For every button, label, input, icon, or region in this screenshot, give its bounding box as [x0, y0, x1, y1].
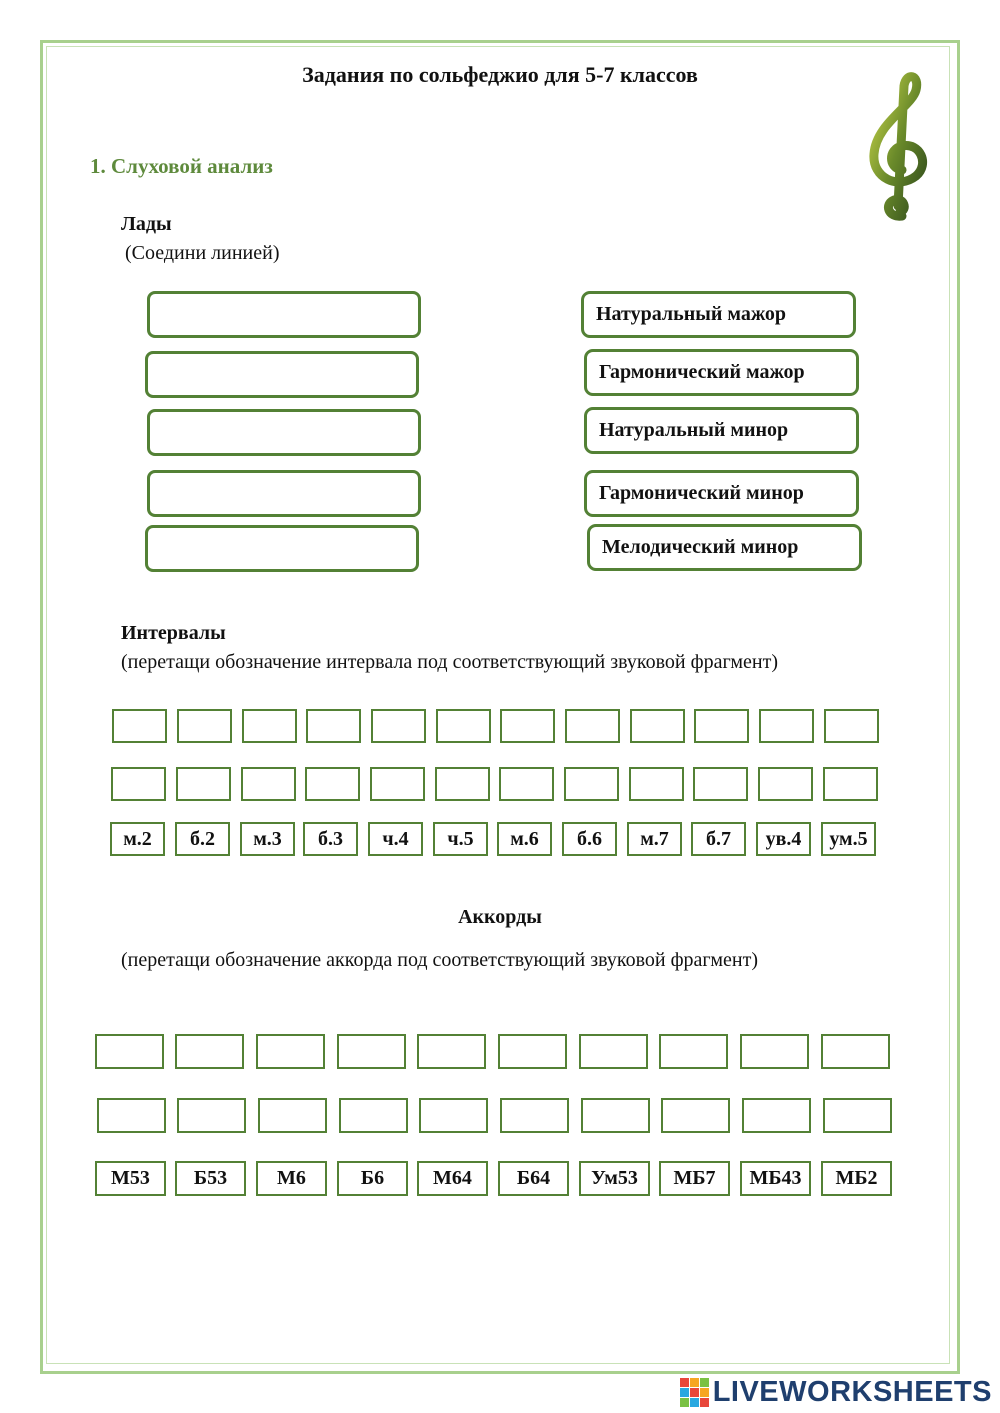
mode-option[interactable]: Натуральный мажор	[581, 291, 856, 338]
chord-label[interactable]: Б64	[498, 1161, 569, 1196]
interval-slot-row1[interactable]	[630, 709, 685, 743]
intervals-heading: Интервалы	[121, 622, 226, 644]
interval-slot-row1[interactable]	[306, 709, 361, 743]
chord-slot-row1[interactable]	[417, 1034, 486, 1069]
chord-label[interactable]: МБ43	[740, 1161, 811, 1196]
brand-grid-icon	[680, 1378, 709, 1407]
interval-slot-row2[interactable]	[758, 767, 813, 801]
brand-name: LIVEWORKSHEETS	[712, 1376, 992, 1408]
chord-label[interactable]: М64	[417, 1161, 488, 1196]
interval-slot-row2[interactable]	[241, 767, 296, 801]
interval-slot-row2[interactable]	[435, 767, 490, 801]
chord-label[interactable]: Б6	[337, 1161, 408, 1196]
chord-slot-row2[interactable]	[823, 1098, 892, 1133]
modes-heading: Лады	[121, 213, 172, 235]
chord-slot-row2[interactable]	[581, 1098, 650, 1133]
mode-answer-slot[interactable]	[147, 470, 421, 517]
chord-label[interactable]: Б53	[175, 1161, 246, 1196]
chord-slot-row1[interactable]	[821, 1034, 890, 1069]
interval-slot-row2[interactable]	[176, 767, 231, 801]
interval-slot-row1[interactable]	[759, 709, 814, 743]
interval-slot-row1[interactable]	[565, 709, 620, 743]
chord-slot-row2[interactable]	[661, 1098, 730, 1133]
liveworksheets-logo	[680, 1376, 992, 1409]
chord-slot-row2[interactable]	[419, 1098, 488, 1133]
chord-label[interactable]: М6	[256, 1161, 327, 1196]
chord-label[interactable]: МБ2	[821, 1161, 892, 1196]
interval-label[interactable]: м.3	[240, 822, 295, 856]
interval-slot-row1[interactable]	[436, 709, 491, 743]
chord-slot-row1[interactable]	[740, 1034, 809, 1069]
interval-slot-row1[interactable]	[500, 709, 555, 743]
chord-slot-row2[interactable]	[500, 1098, 569, 1133]
interval-slot-row1[interactable]	[694, 709, 749, 743]
mode-option[interactable]: Натуральный минор	[584, 407, 859, 454]
chord-slot-row2[interactable]	[177, 1098, 246, 1133]
interval-slot-row2[interactable]	[111, 767, 166, 801]
mode-option[interactable]: Гармонический минор	[584, 470, 859, 517]
interval-slot-row2[interactable]	[499, 767, 554, 801]
mode-option[interactable]: Мелодический минор	[587, 524, 862, 571]
interval-slot-row2[interactable]	[564, 767, 619, 801]
interval-label[interactable]: б.6	[562, 822, 617, 856]
treble-clef-icon	[858, 66, 938, 226]
mode-option[interactable]: Гармонический мажор	[584, 349, 859, 396]
chord-slot-row1[interactable]	[175, 1034, 244, 1069]
chord-slot-row1[interactable]	[95, 1034, 164, 1069]
mode-answer-slot[interactable]	[145, 351, 419, 398]
chord-slot-row2[interactable]	[258, 1098, 327, 1133]
chord-label[interactable]: Ум53	[579, 1161, 650, 1196]
interval-slot-row1[interactable]	[242, 709, 297, 743]
interval-label[interactable]: ув.4	[756, 822, 811, 856]
interval-slot-row1[interactable]	[371, 709, 426, 743]
chord-slot-row1[interactable]	[659, 1034, 728, 1069]
interval-slot-row2[interactable]	[370, 767, 425, 801]
interval-label[interactable]: м.7	[627, 822, 682, 856]
interval-label[interactable]: ум.5	[821, 822, 876, 856]
interval-label[interactable]: б.2	[175, 822, 230, 856]
interval-slot-row2[interactable]	[823, 767, 878, 801]
interval-label[interactable]: ч.5	[433, 822, 488, 856]
interval-slot-row1[interactable]	[824, 709, 879, 743]
interval-slot-row1[interactable]	[112, 709, 167, 743]
mode-answer-slot[interactable]	[145, 525, 419, 572]
mode-answer-slot[interactable]	[147, 291, 421, 338]
interval-label[interactable]: м.6	[497, 822, 552, 856]
interval-label[interactable]: б.7	[691, 822, 746, 856]
chord-label[interactable]: М53	[95, 1161, 166, 1196]
chord-slot-row1[interactable]	[579, 1034, 648, 1069]
chord-slot-row1[interactable]	[337, 1034, 406, 1069]
chord-slot-row2[interactable]	[742, 1098, 811, 1133]
chord-slot-row2[interactable]	[339, 1098, 408, 1133]
interval-slot-row1[interactable]	[177, 709, 232, 743]
modes-instruction: (Соедини линией)	[125, 242, 280, 264]
interval-label[interactable]: м.2	[110, 822, 165, 856]
interval-slot-row2[interactable]	[693, 767, 748, 801]
interval-label[interactable]: ч.4	[368, 822, 423, 856]
interval-slot-row2[interactable]	[305, 767, 360, 801]
chord-slot-row1[interactable]	[498, 1034, 567, 1069]
interval-label[interactable]: б.3	[303, 822, 358, 856]
chords-instruction: (перетащи обозначение аккорда под соответствующий звуковой фрагмент)	[121, 949, 758, 971]
section-heading: 1. Слуховой анализ	[90, 154, 273, 178]
page-title: Задания по сольфеджио для 5-7 классов	[302, 62, 698, 87]
chords-heading: Аккорды	[458, 906, 542, 928]
intervals-instruction: (перетащи обозначение интервала под соответствующий звуковой фрагмент)	[121, 651, 779, 673]
mode-answer-slot[interactable]	[147, 409, 421, 456]
chord-slot-row2[interactable]	[97, 1098, 166, 1133]
interval-slot-row2[interactable]	[629, 767, 684, 801]
chord-slot-row1[interactable]	[256, 1034, 325, 1069]
chord-label[interactable]: МБ7	[659, 1161, 730, 1196]
